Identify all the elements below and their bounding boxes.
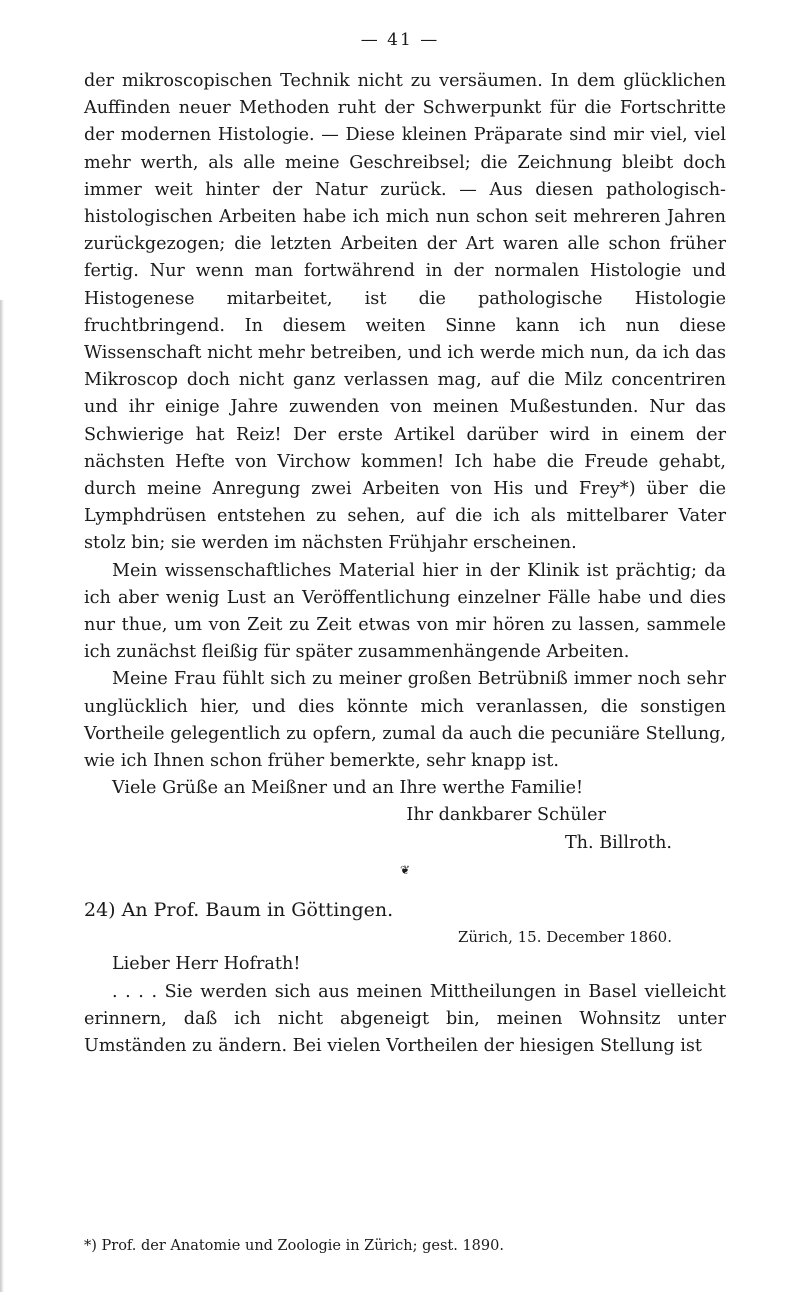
page-number: — 41 —: [360, 30, 440, 50]
main-text: [84, 68, 726, 1060]
letter-signature: Th. Billroth.: [564, 832, 672, 853]
paragraph: Mein wissenschaftliches Material hier in der Klinik ist prächtig; da ich aber wenig Lust an Veröffentlichung einzelner Fälle habe und dies nur thue, um von Zeit zu Zeit etwas von mir hören zu lassen, sammele ich zunächst fleißig für später zusammenhängende Arbeiten.: [84, 560, 726, 663]
letter-salutation: Lieber Herr Hofrath!: [112, 954, 301, 975]
paragraph: der mikroscopischen Technik nicht zu versäumen. In dem glücklichen Auffinden neuer Methoden ruht der Schwerpunkt für die Fortschritte der modernen Histologie. — Diese kleinen Präparate sind mir viel, viel mehr werth, als alle meine Geschreibsel; die Zeichnung bleibt doch immer weit hinter der Natur zurück. — Aus diesen pathologisch-histologischen Arbeiten habe ich mich nun schon seit mehreren Jahren zurückgezogen; die letzten Arbeiten der Art waren alle schon früher fertig. Nur wenn man fortwährend in der normalen Histologie und Histogenese mitarbeitet, ist die pathologische Histologie fruchtbringend. In diesem weiten Sinne kann ich nun diese Wissenschaft nicht mehr betreiben, und ich werde mich nun, da ich das Mikroscop doch nicht ganz verlassen mag, auf die Milz concentriren und ihr einige Jahre zuwenden von meinen Mußestunden. Nur das Schwierige hat Reiz! Der erste Artikel darüber wird in einem der nächsten Hefte von Virchow kommen! Ich habe die Freude gehabt, durch meine Anregung zwei Arbeiten von His und Frey*) über die Lymphdrüsen entstehen zu sehen, auf die ich als mittelbarer Vater stolz bin; sie werden im nächsten Frühjahr erscheinen.: [84, 71, 726, 554]
letter-heading: 24) An Prof. Baum in Göttingen.: [84, 898, 394, 921]
paragraph: . . . . Sie werden sich aus meinen Mittheilungen in Basel vielleicht erinnern, daß ich nicht abgeneigt bin, meinen Wohnsitz unter Umständen zu ändern. Bei vielen Vortheilen der hiesigen Stellung ist: [84, 981, 726, 1056]
page-edge-shadow: [0, 300, 4, 1292]
letter-dateline: Zürich, 15. December 1860.: [457, 928, 672, 947]
footnote: *) Prof. der Anatomie und Zoologie in Zürich; gest. 1890.: [84, 1238, 504, 1254]
letter-closing: Ihr dankbarer Schüler: [406, 805, 606, 826]
paragraph: Meine Frau fühlt sich zu meiner großen Betrübniß immer noch sehr unglücklich hier, und dies könnte mich veranlassen, die sonstigen Vortheile gelegentlich zu opfern, zumal da auch die pecuniäre Stellung, wie ich Ihnen schon früher bemerkte, sehr knapp ist.: [84, 669, 726, 772]
paragraph: Viele Grüße an Meißner und an Ihre werthe Familie!: [112, 778, 584, 799]
section-ornament-icon: ❦: [399, 862, 411, 877]
